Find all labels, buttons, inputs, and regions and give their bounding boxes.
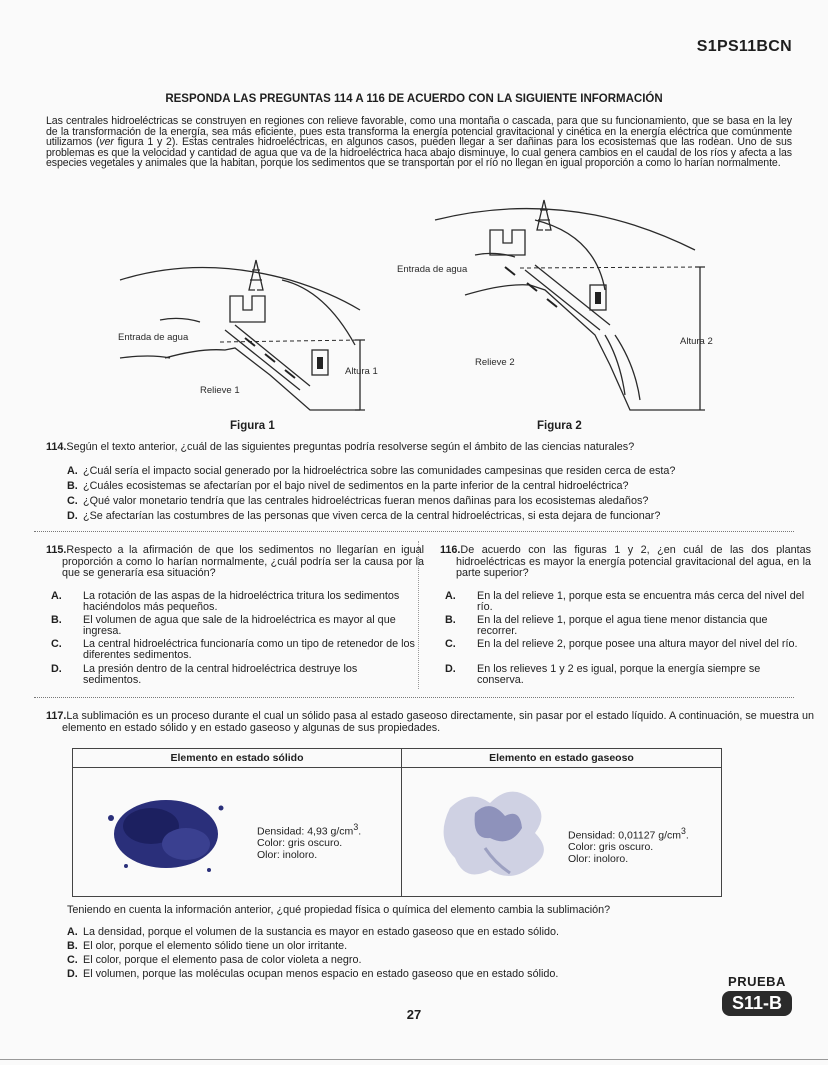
solid-header: Elemento en estado sólido [73,749,402,768]
q114-option-a[interactable] [67,466,787,477]
q117-option-b[interactable] [67,941,787,952]
q117-prompt: Teniendo en cuenta la información anterior, ¿qué propiedad física o química del elemento cambia la sublimación? [67,904,611,916]
option-letter: A. [67,926,78,938]
option-text: La central hidroeléctrica funcionaría como un tipo de retenedor de los diferentes sedimentos. [83,638,415,662]
option-letter: C. [445,638,456,650]
fig1-dashed-level [220,340,360,342]
fig2-turbine [595,292,601,304]
solid-sample-image [91,786,241,881]
gas-density-text: Densidad: 0,01127 g/cm [568,829,682,842]
gas-odor: Olor: inoloro. [568,852,629,865]
unit-end: . [685,829,689,842]
fig1-relief-label: Relieve 1 [200,385,240,396]
option-text: En la del relieve 1, porque esta se encuentra más cerca del nivel del río. [477,590,805,614]
q115-option-c[interactable] [51,638,418,662]
unit-exponent: 3 [353,822,359,832]
fig2-tower [537,200,551,230]
option-text: La rotación de las aspas de la hidroeléctrica tritura los sedimentos haciéndolos más pequeños. [83,590,400,614]
option-letter: C. [67,954,78,966]
fig2-height-label: Altura 2 [680,336,713,347]
option-letter: D. [67,968,78,980]
option-text: El color, porque el elemento pasa de color violeta a negro. [83,954,362,966]
fig1-flow-arrows [245,338,295,378]
test-badge [722,974,792,1016]
intro-text-2: figura 1 y 2). Estas centrales hidroeléctricas, en algunos casos, pueden llegar a ser dañinas para los ecosistemas que las rodean. Uno de sus problemas es que la velocidad y cantidad de agua que va de la hidroeléctrica haca abajo disminuye, lo cual genera cambios en el caudal de los ríos y afecta a las especies vegetales y animales que la habitan, porque los sedimentos que se transportan por el río no llegan en igual proporción a como lo harían normalmente. [46,136,792,170]
q116-option-d[interactable] [445,663,810,687]
badge-label: PRUEBA [728,974,786,989]
gas-density [568,826,689,842]
q117-option-c[interactable] [67,955,787,966]
q116-option-c[interactable] [445,638,810,650]
option-text: ¿Cuáles ecosistemas se afectarían por el bajo nivel de sedimentos en la parte inferior de la central hidroeléctrica? [83,480,629,492]
option-text: En la del relieve 2, porque posee una altura mayor del nivel del río. [477,638,798,650]
fig1-tower [249,260,263,290]
option-text: El volumen, porque las moléculas ocupan menos espacio en estado gaseoso que en estado sólido. [83,968,559,980]
fig1-reservoir-wave [160,318,200,322]
option-letter: B. [67,940,78,952]
solid-cell [73,768,402,897]
gas-properties [568,826,689,865]
divider-middle [34,697,794,698]
option-text: La densidad, porque el volumen de la sustancia es mayor en estado gaseoso que en estado sólido. [83,926,559,938]
q115-number: 115. [46,544,67,556]
gas-header: Elemento en estado gaseoso [402,749,722,768]
bottom-edge-line [0,1059,828,1060]
fig1-water-line [120,356,170,358]
fig2-dashed-level [520,267,700,268]
option-letter: B. [51,614,62,626]
option-text: ¿Cuál sería el impacto social generado por la hidroeléctrica sobre las comunidades campesinas que residen cerca de esta? [83,465,676,477]
solid-density [257,822,361,838]
fig2-top-mountain [435,209,695,250]
option-text: ¿Se afectarían las costumbres de las personas que viven cerca de la central hidroeléctricas, si esta dejara de funcionar? [83,510,661,522]
figure-2-title: Figura 2 [537,420,582,432]
option-text: La presión dentro de la central hidroeléctrica destruye los sedimentos. [83,663,358,687]
q115-stem [46,545,424,580]
option-letter: C. [67,495,78,507]
q116-option-a[interactable] [445,590,810,614]
document-code: S1PS11BCN [696,38,792,55]
q116-text: De acuerdo con las figuras 1 y 2, ¿en cuál de las dos plantas hidroeléctricas es mayor la energía potencial gravitacional del agua, en la parte superior? [456,544,811,579]
q114-number: 114. [46,441,67,453]
option-letter: A. [51,590,62,602]
fig2-inlet-label: Entrada de agua [397,264,468,275]
q116-number: 116. [440,544,461,556]
q116-stem [440,545,811,580]
q117-text: La sublimación es un proceso durante el cual un sólido pasa al estado gaseoso directamente, sin pasar por el estado líquido. A continuación, se muestra un elemento en estado sólido y en estado gaseoso y algunas de sus propiedades. [62,710,814,734]
option-letter: B. [67,480,78,492]
option-text: El volumen de agua que sale de la hidroeléctrica es mayor al que ingresa. [83,614,396,638]
q117-number: 117. [46,710,67,722]
option-letter: D. [51,663,62,675]
figure-1-title: Figura 1 [230,420,275,432]
q114-stem [46,442,806,454]
solid-properties [257,822,361,861]
solid-odor: Olor: inoloro. [257,848,318,861]
option-letter: D. [67,510,78,522]
option-text: ¿Qué valor monetario tendría que las centrales hidroeléctricas fueran menos dañinas para los ecosistemas aledaños? [83,495,649,507]
q115-option-d[interactable] [51,663,418,687]
badge-code: S11-B [722,991,792,1016]
intro-ver: ver [99,136,114,149]
intro-paragraph [46,116,792,169]
properties-table [72,748,722,897]
option-letter: A. [67,465,78,477]
q114-option-b[interactable] [67,481,787,492]
solid-density-text: Densidad: 4,93 g/cm [257,825,354,838]
q116-option-b[interactable] [445,614,810,638]
section-title: RESPONDA LAS PREGUNTAS 114 A 116 DE ACUERDO CON LA SIGUIENTE INFORMACIÓN [165,93,663,105]
fig1-turbine [317,357,323,369]
figure-1-diagram [60,250,400,425]
fig2-waterfall [605,335,640,400]
gas-color: Color: gris oscuro. [568,841,654,853]
q114-option-d[interactable] [67,511,787,522]
page-number: 27 [406,1007,422,1022]
q117-option-a[interactable] [67,927,787,938]
q115-text: Respecto a la afirmación de que los sedimentos no llegarían en igual proporción a como lo harían normalmente, ¿cuál podría ser la causa por la que se generaría esa situación? [62,544,424,579]
solid-color: Color: gris oscuro. [257,837,343,849]
fig2-relief-label: Relieve 2 [475,357,515,368]
fig1-dam [230,296,265,322]
option-letter: B. [445,614,456,626]
q114-text: Según el texto anterior, ¿cuál de las siguientes preguntas podría resolverse según el ámbito de las ciencias naturales? [66,441,635,453]
option-letter: C. [51,638,62,650]
figure-2-diagram [395,195,735,420]
divider-top [34,531,794,532]
option-text: En la del relieve 1, porque el agua tiene menor distancia que recorrer. [477,614,768,638]
fig2-flow-arrows [505,267,557,307]
fig2-dam [490,230,525,255]
gas-sample-image [430,778,560,888]
fig1-inlet-label: Entrada de agua [118,332,189,343]
q114-option-c[interactable] [67,496,787,507]
option-text: En los relieves 1 y 2 es igual, porque la energía siempre se conserva. [477,663,761,687]
q115-option-a[interactable] [51,590,418,614]
option-text: El olor, porque el elemento sólido tiene un olor irritante. [83,940,348,952]
unit-end: . [358,825,362,838]
fig1-slope [165,348,360,410]
fig1-penstock [225,325,310,390]
q117-stem [46,711,814,734]
unit-exponent: 3 [681,826,686,836]
fig2-slope [465,285,695,410]
fig1-height-label: Altura 1 [345,366,378,377]
intro-text-1: Las centrales hidroeléctricas se construyen en regiones con relieve favorable, como una montaña o cascada, para que su funcionamiento, que se basa en la ley de la transformación de la energía, sea más eficiente, pues esta transforma la energía potencial gravitacional y cinética en la energía eléctrica que comúnmente utilizamos ( [46,115,792,149]
q115-option-b[interactable] [51,614,418,638]
gas-cell [402,768,722,897]
option-letter: D. [445,663,456,675]
option-letter: A. [445,590,456,602]
q117-option-d[interactable] [67,969,787,980]
